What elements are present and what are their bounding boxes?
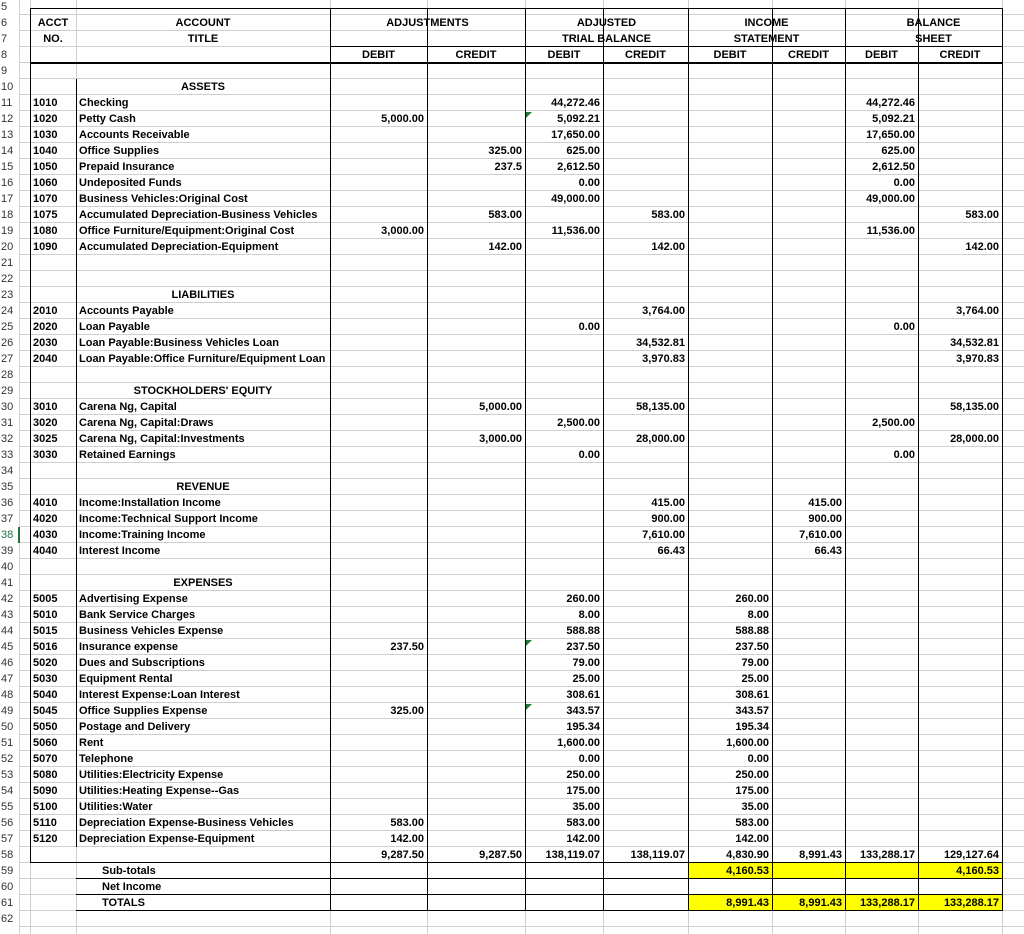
account-title: Loan Payable:Office Furniture/Equipment Loan — [79, 353, 326, 365]
debit-header: DEBIT — [865, 49, 898, 61]
amount-cell: 35.00 — [741, 801, 769, 813]
amount-cell: 28,000.00 — [636, 433, 685, 445]
account-title: Loan Payable:Business Vehicles Loan — [79, 337, 279, 349]
border — [30, 8, 1002, 9]
account-title: Loan Payable — [79, 321, 150, 333]
row-header[interactable]: 7 — [1, 33, 8, 45]
border — [76, 79, 77, 847]
row-header[interactable]: 9 — [1, 65, 8, 77]
border — [330, 863, 331, 911]
account-title: Insurance expense — [79, 641, 179, 653]
account-number: 3030 — [33, 449, 58, 461]
amount-cell: 237.50 — [390, 641, 424, 653]
total-cell: 138,119.07 — [545, 849, 600, 861]
border — [603, 863, 604, 911]
total-cell: 4,830.90 — [726, 849, 769, 861]
border — [1002, 863, 1003, 911]
row-header[interactable]: 15 — [1, 161, 14, 173]
amount-cell: 0.00 — [893, 321, 915, 333]
account-number: 5060 — [33, 737, 58, 749]
amount-cell: 583.00 — [566, 817, 600, 829]
amount-cell: 175.00 — [566, 785, 600, 797]
amount-cell: 17,650.00 — [866, 129, 915, 141]
credit-header: CREDIT — [455, 49, 497, 61]
gridline — [20, 270, 1024, 271]
amount-cell: 58,135.00 — [950, 401, 999, 413]
amount-cell: 7,610.00 — [642, 529, 685, 541]
amount-cell: 237.50 — [735, 641, 769, 653]
account-number: 5120 — [33, 833, 58, 845]
account-number: 5040 — [33, 689, 58, 701]
amount-cell: 3,764.00 — [642, 305, 685, 317]
row-header[interactable]: 14 — [1, 145, 14, 157]
account-title: Depreciation Expense-Equipment — [79, 833, 255, 845]
account-number: 2020 — [33, 321, 58, 333]
amount-cell: 142.00 — [390, 833, 424, 845]
balance-header: BALANCE — [906, 17, 961, 29]
amount-cell: 583.00 — [651, 209, 685, 221]
amount-cell: 142.00 — [965, 241, 999, 253]
row-header[interactable]: 55 — [1, 801, 14, 813]
row-header[interactable]: 11 — [1, 97, 13, 109]
amount-cell: 5,092.21 — [872, 113, 915, 125]
row-header[interactable]: 49 — [1, 705, 14, 717]
account-number: 4010 — [33, 497, 58, 509]
row-header[interactable]: 20 — [1, 241, 14, 253]
account-number: 1050 — [33, 161, 58, 173]
account-title: Utilities:Heating Expense--Gas — [79, 785, 240, 797]
account-title: Advertising Expense — [79, 593, 188, 605]
credit-header: CREDIT — [939, 49, 981, 61]
row-header[interactable]: 53 — [1, 769, 14, 781]
account-number: 3020 — [33, 417, 58, 429]
row-header[interactable]: 6 — [1, 17, 8, 29]
row-header[interactable]: 26 — [1, 337, 14, 349]
row-header[interactable]: 17 — [1, 193, 14, 205]
account-title: Carena Ng, Capital:Draws — [79, 417, 214, 429]
amount-cell: 8.00 — [578, 609, 600, 621]
account-number: 5015 — [33, 625, 58, 637]
row-header[interactable]: 47 — [1, 673, 14, 685]
amount-cell: 588.88 — [566, 625, 600, 637]
row-header[interactable]: 27 — [1, 353, 14, 365]
row-header[interactable]: 41 — [1, 577, 14, 589]
amount-cell: 325.00 — [390, 705, 424, 717]
section-heading: ASSETS — [180, 81, 225, 93]
amount-cell: 0.00 — [578, 177, 600, 189]
account-number: 5050 — [33, 721, 58, 733]
account-number: 4040 — [33, 545, 58, 557]
amount-cell: 58,135.00 — [636, 401, 685, 413]
row-header[interactable]: 32 — [1, 433, 14, 445]
account-number: 1070 — [33, 193, 58, 205]
amount-cell: 0.00 — [578, 321, 600, 333]
account-number: 1010 — [33, 97, 58, 109]
row-header[interactable]: 21 — [1, 257, 14, 269]
account-title: Office Supplies Expense — [79, 705, 208, 717]
credit-header: CREDIT — [788, 49, 829, 61]
row-header[interactable]: 23 — [1, 289, 14, 301]
account-title: Telephone — [79, 753, 134, 765]
amount-cell: 3,000.00 — [381, 225, 424, 237]
account-number: 5080 — [33, 769, 58, 781]
account-title: Income:Training Income — [79, 529, 206, 541]
amount-cell: 583.00 — [488, 209, 522, 221]
amount-cell: 3,764.00 — [956, 305, 999, 317]
row-header[interactable]: 19 — [1, 225, 14, 237]
account-title: Bank Service Charges — [79, 609, 196, 621]
income-header: INCOME — [744, 17, 789, 29]
total-cell: 133,288.17 — [943, 897, 999, 909]
account-number: 1040 — [33, 145, 58, 157]
total-cell: 8,991.43 — [799, 849, 842, 861]
amount-cell: 25.00 — [741, 673, 769, 685]
amount-cell: 0.00 — [578, 753, 600, 765]
account-number: 4030 — [33, 529, 58, 541]
section-heading: EXPENSES — [173, 577, 233, 589]
border — [427, 863, 428, 911]
total-cell: 4,160.53 — [726, 865, 769, 877]
amount-cell: 260.00 — [566, 593, 600, 605]
account-number: 3010 — [33, 401, 58, 413]
account-title: Accumulated Depreciation-Equipment — [79, 241, 279, 253]
account-title: Dues and Subscriptions — [79, 657, 205, 669]
amount-cell: 8.00 — [747, 609, 769, 621]
account-number: 1030 — [33, 129, 58, 141]
row-header[interactable]: 29 — [1, 385, 14, 397]
account-number: 4020 — [33, 513, 58, 525]
account-title: Accounts Receivable — [79, 129, 190, 141]
account-number: 5090 — [33, 785, 58, 797]
row-header[interactable]: 34 — [1, 465, 14, 477]
row-header[interactable]: 58 — [1, 849, 14, 861]
account-number: 1060 — [33, 177, 58, 189]
account-number: 5010 — [33, 609, 58, 621]
debit-header: DEBIT — [362, 49, 395, 61]
account-title: Prepaid Insurance — [79, 161, 175, 173]
total-cell: 133,288.17 — [859, 897, 915, 909]
account-title: Accounts Payable — [79, 305, 174, 317]
account-title: Business Vehicles:Original Cost — [79, 193, 248, 205]
account-title: Interest Income — [79, 545, 161, 557]
account-number: 5005 — [33, 593, 58, 605]
amount-cell: 237.50 — [566, 641, 600, 653]
account-number: 1020 — [33, 113, 58, 125]
account-title: Carena Ng, Capital — [79, 401, 177, 413]
title-header: ACCOUNT — [175, 17, 231, 29]
amount-cell: 142.00 — [735, 833, 769, 845]
amount-cell: 34,532.81 — [636, 337, 685, 349]
error-indicator-icon[interactable] — [526, 640, 532, 646]
account-number: 5016 — [33, 641, 58, 653]
account-title: Income:Installation Income — [79, 497, 221, 509]
amount-cell: 2,500.00 — [872, 417, 915, 429]
section-heading: LIABILITIES — [171, 289, 235, 301]
account-number: 2030 — [33, 337, 58, 349]
balance-header: SHEET — [915, 33, 952, 45]
row-header[interactable]: 57 — [1, 833, 14, 845]
total-cell: 138,119.07 — [630, 849, 685, 861]
account-title: Equipment Rental — [79, 673, 173, 685]
account-number: 1075 — [33, 209, 58, 221]
totals-label: Sub-totals — [102, 865, 156, 877]
row-header[interactable]: 10 — [1, 81, 14, 93]
row-header[interactable]: 35 — [1, 481, 14, 493]
amount-cell: 583.00 — [965, 209, 999, 221]
account-title: Office Furniture/Equipment:Original Cost — [79, 225, 295, 237]
amount-cell: 308.61 — [735, 689, 769, 701]
acct-header: NO. — [43, 33, 63, 45]
amount-cell: 142.00 — [566, 833, 600, 845]
row-header[interactable]: 51 — [1, 737, 14, 749]
amount-cell: 7,610.00 — [799, 529, 842, 541]
total-cell: 133,288.17 — [859, 849, 915, 861]
account-number: 1080 — [33, 225, 58, 237]
border — [1002, 8, 1003, 863]
total-cell: 9,287.50 — [381, 849, 424, 861]
amount-cell: 25.00 — [572, 673, 600, 685]
border — [330, 8, 331, 863]
row-header[interactable]: 8 — [1, 49, 8, 61]
amount-cell: 2,500.00 — [557, 417, 600, 429]
amount-cell: 5,092.21 — [557, 113, 600, 125]
row-header[interactable]: 13 — [1, 129, 14, 141]
account-title: Checking — [79, 97, 129, 109]
amount-cell: 0.00 — [747, 753, 769, 765]
highlight-cell — [846, 863, 918, 878]
total-cell: 4,160.53 — [956, 865, 999, 877]
row-header[interactable]: 62 — [1, 913, 14, 925]
amount-cell: 1,600.00 — [557, 737, 600, 749]
account-number: 1090 — [33, 241, 58, 253]
amount-cell: 0.00 — [893, 449, 915, 461]
account-title: Undeposited Funds — [79, 177, 182, 189]
debit-header: DEBIT — [547, 49, 581, 61]
gridline — [20, 926, 1024, 927]
totals-label: Net Income — [102, 881, 162, 893]
title-header: TITLE — [187, 33, 219, 45]
amount-cell: 11,536.00 — [866, 225, 915, 237]
amount-cell: 0.00 — [578, 449, 600, 461]
amount-cell: 343.57 — [735, 705, 769, 717]
row-header[interactable]: 37 — [1, 513, 14, 525]
amount-cell: 195.34 — [735, 721, 769, 733]
account-number: 5020 — [33, 657, 58, 669]
amount-cell: 5,000.00 — [479, 401, 522, 413]
row-header[interactable]: 25 — [1, 321, 14, 333]
row-header[interactable]: 48 — [1, 689, 14, 701]
total-cell: 9,287.50 — [479, 849, 522, 861]
row-header[interactable]: 60 — [1, 881, 14, 893]
amount-cell: 5,000.00 — [381, 113, 424, 125]
error-indicator-icon[interactable] — [526, 704, 532, 710]
account-title: Postage and Delivery — [79, 721, 191, 733]
amount-cell: 17,650.00 — [551, 129, 600, 141]
adjusted-header: TRIAL BALANCE — [561, 33, 651, 45]
row-header[interactable]: 16 — [1, 177, 14, 189]
account-number: 2040 — [33, 353, 58, 365]
adjustments-header: ADJUSTMENTS — [386, 17, 469, 29]
selected-row-marker — [18, 527, 20, 543]
amount-cell: 44,272.46 — [551, 97, 600, 109]
total-cell: 8,991.43 — [726, 897, 769, 909]
amount-cell: 308.61 — [566, 689, 600, 701]
row-header[interactable]: 59 — [1, 865, 14, 877]
amount-cell: 44,272.46 — [866, 97, 915, 109]
section-heading: STOCKHOLDERS' EQUITY — [133, 385, 273, 397]
account-title: Utilities:Electricity Expense — [79, 769, 224, 781]
amount-cell: 34,532.81 — [950, 337, 999, 349]
adjusted-header: ADJUSTED — [576, 17, 637, 29]
account-title: Utilities:Water — [79, 801, 153, 813]
amount-cell: 237.5 — [494, 161, 522, 173]
row-header[interactable]: 33 — [1, 449, 14, 461]
amount-cell: 900.00 — [808, 513, 842, 525]
row-header[interactable]: 56 — [1, 817, 14, 829]
account-title: Rent — [79, 737, 104, 749]
account-title: Income:Technical Support Income — [79, 513, 258, 525]
amount-cell: 11,536.00 — [551, 225, 600, 237]
row-header[interactable]: 44 — [1, 625, 14, 637]
row-header[interactable]: 50 — [1, 721, 14, 733]
error-indicator-icon[interactable] — [526, 112, 532, 118]
row-header[interactable]: 45 — [1, 641, 14, 653]
amount-cell: 625.00 — [566, 145, 600, 157]
amount-cell: 3,000.00 — [479, 433, 522, 445]
debit-header: DEBIT — [713, 49, 747, 61]
row-header[interactable]: 24 — [1, 305, 14, 317]
acct-header: ACCT — [37, 17, 69, 29]
amount-cell: 250.00 — [735, 769, 769, 781]
amount-cell: 583.00 — [390, 817, 424, 829]
row-header[interactable]: 39 — [1, 545, 14, 557]
row-header[interactable]: 5 — [1, 1, 8, 13]
amount-cell: 250.00 — [566, 769, 600, 781]
row-header[interactable]: 52 — [1, 753, 14, 765]
amount-cell: 325.00 — [488, 145, 522, 157]
account-title: Carena Ng, Capital:Investments — [79, 433, 245, 445]
border — [30, 63, 1002, 64]
account-number: 5070 — [33, 753, 58, 765]
amount-cell: 1,600.00 — [726, 737, 769, 749]
border — [772, 8, 773, 863]
row-header[interactable]: 22 — [1, 273, 14, 285]
row-header[interactable]: 31 — [1, 417, 14, 429]
amount-cell: 195.34 — [566, 721, 600, 733]
account-number: 3025 — [33, 433, 58, 445]
account-title: Interest Expense:Loan Interest — [79, 689, 240, 701]
account-number: 5045 — [33, 705, 58, 717]
total-cell: 8,991.43 — [799, 897, 842, 909]
amount-cell: 2,612.50 — [872, 161, 915, 173]
income-header: STATEMENT — [733, 33, 800, 45]
account-title: Petty Cash — [79, 113, 136, 125]
amount-cell: 28,000.00 — [950, 433, 999, 445]
amount-cell: 625.00 — [881, 145, 915, 157]
account-number: 5030 — [33, 673, 58, 685]
account-title: Retained Earnings — [79, 449, 176, 461]
row-header[interactable]: 43 — [1, 609, 14, 621]
account-title: Office Supplies — [79, 145, 160, 157]
account-title: Accumulated Depreciation-Business Vehicles — [79, 209, 318, 221]
amount-cell: 142.00 — [651, 241, 685, 253]
amount-cell: 66.43 — [814, 545, 842, 557]
amount-cell: 175.00 — [735, 785, 769, 797]
total-cell: 129,127.64 — [943, 849, 999, 861]
amount-cell: 583.00 — [735, 817, 769, 829]
row-header[interactable]: 61 — [1, 897, 14, 909]
amount-cell: 343.57 — [566, 705, 600, 717]
row-header[interactable]: 46 — [1, 657, 14, 669]
row-header[interactable]: 28 — [1, 369, 14, 381]
amount-cell: 49,000.00 — [866, 193, 915, 205]
amount-cell: 2,612.50 — [557, 161, 600, 173]
totals-label: TOTALS — [102, 897, 145, 909]
row-header[interactable]: 12 — [1, 113, 14, 125]
account-number: 5100 — [33, 801, 58, 813]
border — [30, 8, 31, 863]
highlight-cell — [773, 863, 845, 878]
row-header[interactable]: 18 — [1, 209, 14, 221]
amount-cell: 900.00 — [651, 513, 685, 525]
section-heading: REVENUE — [176, 481, 230, 493]
amount-cell: 49,000.00 — [551, 193, 600, 205]
account-title: Business Vehicles Expense — [79, 625, 224, 637]
border — [525, 863, 526, 911]
amount-cell: 79.00 — [741, 657, 769, 669]
row-header[interactable]: 40 — [1, 561, 14, 573]
amount-cell: 142.00 — [488, 241, 522, 253]
account-title: Depreciation Expense-Business Vehicles — [79, 817, 294, 829]
account-number: 5110 — [33, 817, 57, 829]
row-header[interactable]: 54 — [1, 785, 14, 797]
row-header[interactable]: 30 — [1, 401, 14, 413]
row-header[interactable]: 38 — [1, 529, 14, 541]
amount-cell: 260.00 — [735, 593, 769, 605]
amount-cell: 588.88 — [735, 625, 769, 637]
row-header[interactable]: 36 — [1, 497, 14, 509]
amount-cell: 66.43 — [657, 545, 685, 557]
row-header[interactable]: 42 — [1, 593, 14, 605]
amount-cell: 3,970.83 — [642, 353, 685, 365]
amount-cell: 415.00 — [651, 497, 685, 509]
credit-header: CREDIT — [625, 49, 666, 61]
amount-cell: 415.00 — [808, 497, 842, 509]
amount-cell: 0.00 — [893, 177, 915, 189]
amount-cell: 35.00 — [572, 801, 600, 813]
amount-cell: 79.00 — [572, 657, 600, 669]
account-number: 2010 — [33, 305, 58, 317]
amount-cell: 3,970.83 — [956, 353, 999, 365]
